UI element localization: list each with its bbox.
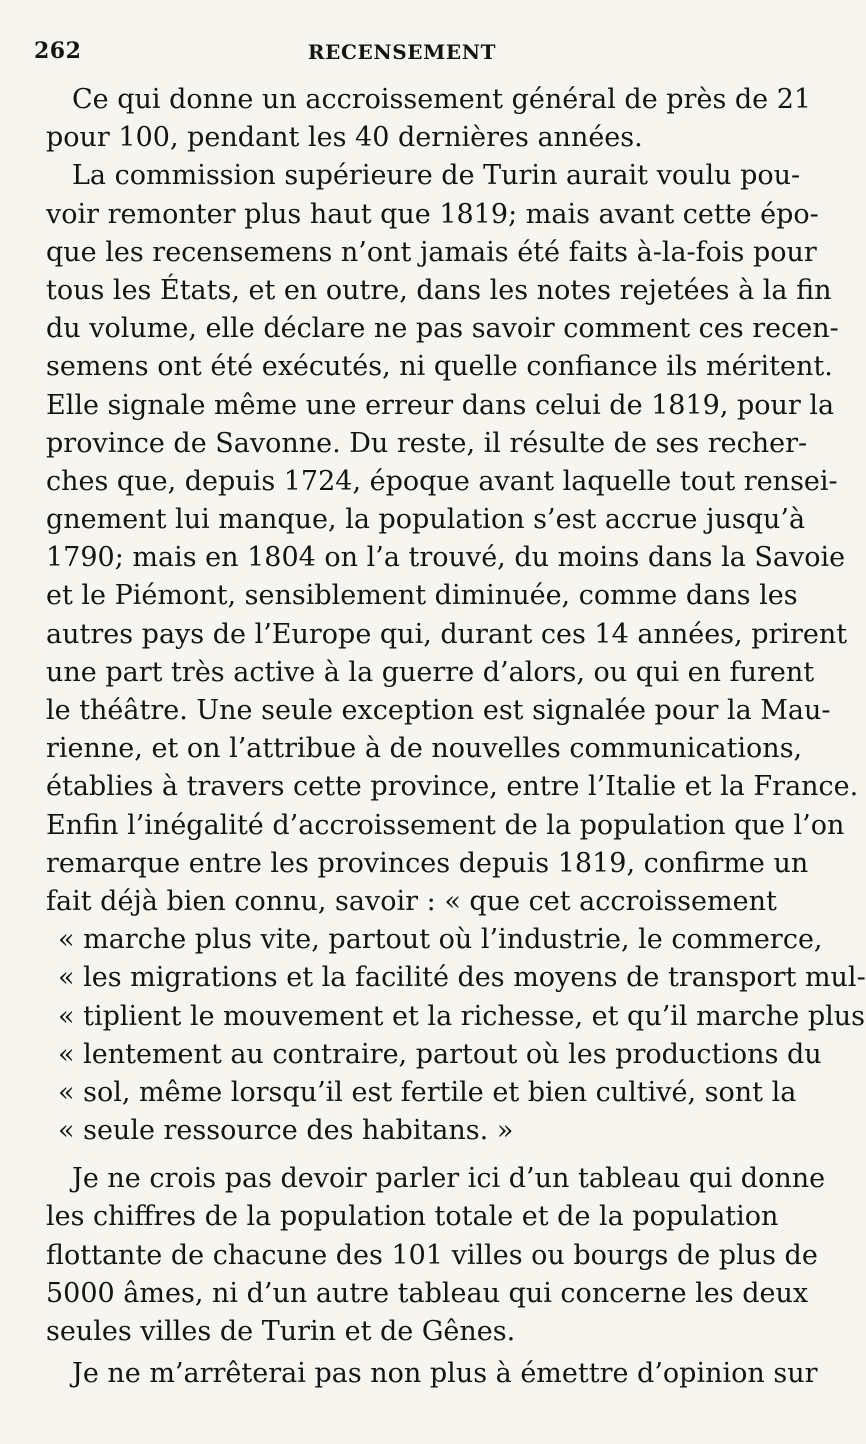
- text-line: La commission supérieure de Turin aurait voulu pou-: [72, 160, 801, 192]
- text-line: autres pays de l’Europe qui, durant ces 14 années, prirent: [46, 618, 848, 650]
- text-line: semens ont été exécutés, ni quelle confiance ils méritent.: [46, 351, 833, 383]
- text-line: tous les États, et en outre, dans les notes rejetées à la fin: [46, 274, 832, 306]
- page-number: 262: [34, 38, 82, 64]
- text-line: gnement lui manque, la population s’est accrue jusqu’à: [46, 504, 806, 536]
- paragraph-spacer: [46, 1150, 758, 1160]
- text-line: voir remonter plus haut que 1819; mais avant cette épo-: [46, 198, 819, 230]
- text-line: Ce qui donne un accroissement général de près de 21: [72, 84, 812, 115]
- text-line: du volume, elle déclare ne pas savoir comment ces recen-: [46, 313, 839, 345]
- text-line: fait déjà bien connu, savoir : « que cet accroissement: [46, 885, 777, 917]
- quote-line: « tiplient le mouvement et la richesse, et qu’il marche plus: [58, 1000, 865, 1032]
- text-line: 5000 âmes, ni d’un autre tableau qui concerne les deux: [46, 1277, 809, 1309]
- text-line: Je ne m’arrêterai pas non plus à émettre d’opinion sur: [72, 1358, 818, 1390]
- text-line: rienne, et on l’attribue à de nouvelles communications,: [46, 733, 803, 765]
- text-line: et le Piémont, sensiblement diminuée, comme dans les: [46, 580, 798, 612]
- quote-line: « lentement au contraire, partout où les productions du: [58, 1038, 822, 1070]
- page-header: [34, 38, 770, 78]
- text-line: remarque entre les provinces depuis 1819, confirme un: [46, 847, 809, 879]
- text-line: que les recensemens n’ont jamais été faits à-la-fois pour: [46, 236, 817, 268]
- quote-line: « marche plus vite, partout où l’industrie, le commerce,: [58, 924, 823, 956]
- body-text: [46, 81, 866, 1393]
- quote-line: « sol, même lorsqu’il est fertile et bien cultivé, sont la: [58, 1076, 797, 1108]
- text-line: province de Savonne. Du reste, il résulte de ses recher-: [46, 427, 808, 459]
- text-line: les chiffres de la population totale et de la population: [46, 1201, 779, 1233]
- text-line: flottante de chacune des 101 villes ou bourgs de plus de: [46, 1239, 818, 1271]
- text-line: Elle signale même une erreur dans celui de 1819, pour la: [46, 389, 835, 421]
- quote-line: « les migrations et la facilité des moyens de transport mul-: [58, 962, 866, 994]
- running-title: RECENSEMENT: [307, 40, 497, 64]
- text-line: 1790; mais en 1804 on l’a trouvé, du moins dans la Savoie: [46, 542, 846, 574]
- text-line: pour 100, pendant les 40 dernières années.: [46, 122, 643, 154]
- text-line: établies à travers cette province, entre l’Italie et la France.: [46, 771, 859, 803]
- quote-line: « seule ressource des habitans. »: [58, 1115, 514, 1147]
- text-line: une part très active à la guerre d’alors, ou qui en furent: [46, 656, 815, 688]
- text-line: seules villes de Turin et de Gênes.: [46, 1316, 516, 1347]
- text-line: ches que, depuis 1724, époque avant laquelle tout rensei-: [46, 465, 838, 497]
- text-line: le théâtre. Une seule exception est signalée pour la Mau-: [46, 695, 831, 726]
- text-line: Je ne crois pas devoir parler ici d’un tableau qui donne: [72, 1163, 826, 1195]
- text-line: Enfin l’inégalité d’accroissement de la population que l’on: [46, 809, 845, 841]
